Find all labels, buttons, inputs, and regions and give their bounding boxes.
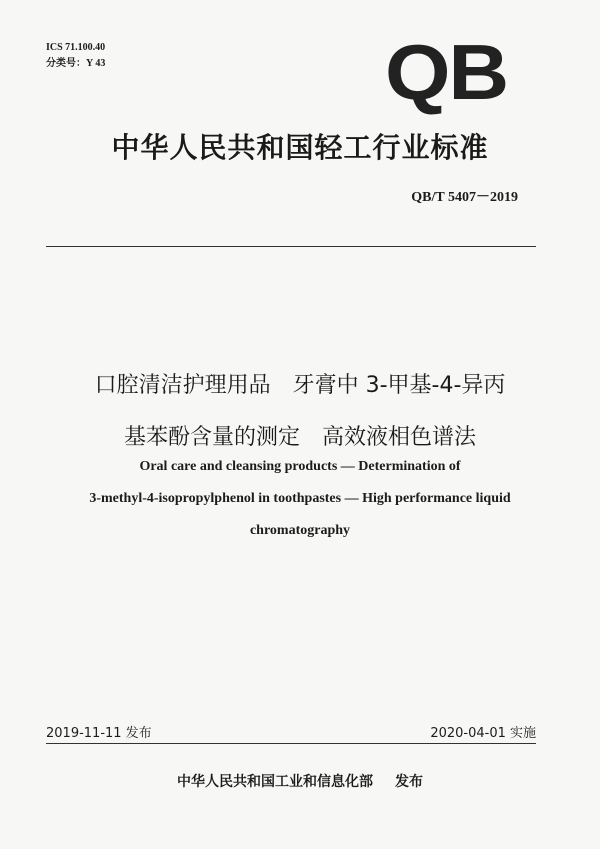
ics-number: ICS 71.100.40 <box>46 42 106 53</box>
chinese-title-line-1: 口腔清洁护理用品 牙膏中 3-甲基-4-异丙 <box>94 373 506 398</box>
english-title-line-1: Oral care and cleansing products — Determination of <box>139 459 461 474</box>
header-divider <box>46 246 536 247</box>
issuer-action: 发布 <box>395 774 423 790</box>
footer-divider <box>46 743 536 744</box>
issuing-authority <box>0 771 600 791</box>
classification-block <box>46 40 105 72</box>
english-title-line-2: 3-methyl-4-isopropylphenol in toothpastes — High performance liquid <box>89 491 511 506</box>
chinese-title-line-2: 基苯酚含量的测定 高效液相色谱法 <box>123 425 476 450</box>
standard-category-title: 中华人民共和国轻工行业标准 <box>111 131 489 164</box>
issue-date: 2019-11-11 发布 <box>46 726 152 741</box>
issuer-name: 中华人民共和国工业和信息化部 <box>177 774 373 790</box>
qb-logo: QB <box>384 28 508 116</box>
implementation-date: 2020-04-01 实施 <box>430 726 536 741</box>
english-title-line-3: chromatography <box>249 523 351 538</box>
classification-code: 分类号：Y 43 <box>46 58 106 69</box>
standard-code: QB/T 5407－2019 <box>411 190 518 205</box>
